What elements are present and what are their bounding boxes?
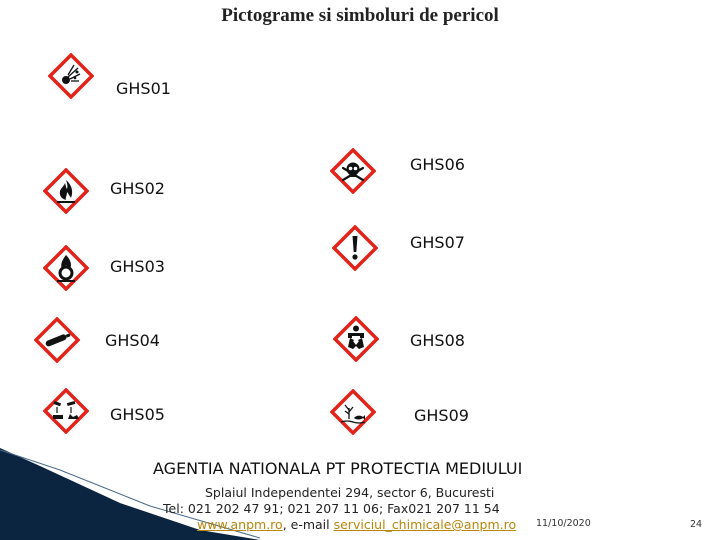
agency-contact — [197, 517, 516, 532]
ghs08-label: GHS08 — [410, 331, 465, 350]
ghs07-label: GHS07 — [410, 233, 465, 252]
health-hazard-icon — [333, 316, 379, 362]
slide-date: 11/10/2020 — [536, 518, 591, 529]
agency-phones — [163, 501, 500, 516]
ghs03-label: GHS03 — [110, 257, 165, 276]
flame-icon — [43, 168, 89, 214]
ghs02-label: GHS02 — [110, 179, 165, 198]
ghs09-label: GHS09 — [414, 406, 469, 425]
ghs04-label: GHS04 — [105, 331, 160, 350]
phone-numbers: : 021 202 47 91; 021 207 11 06; Fax021 207 11 54 — [179, 501, 500, 516]
ghs05-label: GHS05 — [110, 405, 165, 424]
ghs01-label: GHS01 — [116, 79, 171, 98]
ghs06-label: GHS06 — [410, 155, 465, 174]
tel-prefix: Tel — [163, 501, 180, 516]
exploding-bomb-icon — [48, 53, 94, 99]
environment-icon — [330, 389, 376, 435]
corrosion-icon — [43, 388, 89, 434]
page-title: Pictograme si simboluri de pericol — [221, 5, 499, 26]
gas-cylinder-icon — [34, 317, 80, 363]
page-number: 24 — [690, 519, 703, 530]
skull-crossbones-icon — [330, 148, 376, 194]
flame-over-circle-icon — [43, 245, 89, 291]
email-prefix: , e-mail — [282, 517, 330, 532]
email-link[interactable]: serviciul_chimicale@anpm.ro — [333, 517, 517, 532]
agency-name: AGENTIA NATIONALA PT PROTECTIA MEDIULUI — [153, 459, 523, 478]
agency-address: Splaiul Independentei 294, sector 6, Bucuresti — [205, 485, 495, 500]
exclamation-mark-icon — [332, 225, 378, 271]
website-link[interactable]: www.anpm.ro — [197, 517, 283, 532]
